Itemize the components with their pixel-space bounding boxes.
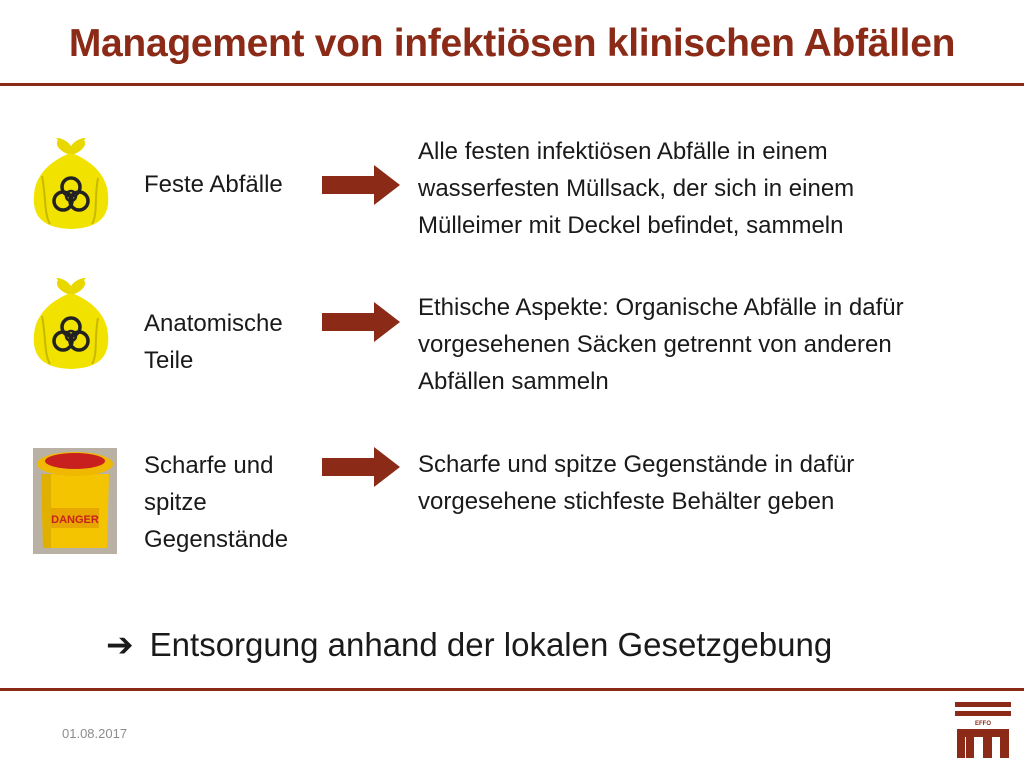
- description-line: vorgesehenen Säcken getrennt von anderen: [418, 331, 892, 358]
- label-line: Feste Abfälle: [144, 171, 283, 198]
- row-description-anatomische-teile: [418, 289, 1018, 400]
- biohazard-bag-icon: [28, 136, 114, 232]
- sharps-container-icon: [33, 448, 117, 554]
- arrow-right-icon: [322, 447, 402, 487]
- row-description-feste-abfaelle: [418, 133, 1018, 244]
- label-line: Teile: [144, 347, 194, 374]
- row-label-anatomische-teile: [144, 305, 283, 379]
- arrow-right-icon: [322, 302, 402, 342]
- svg-text:DANGER: DANGER: [51, 514, 99, 526]
- description-line: Ethische Aspekte: Organische Abfälle in dafür: [418, 294, 904, 321]
- description-line: Abfällen sammeln: [418, 368, 609, 395]
- label-line: Scharfe und: [144, 452, 274, 479]
- footer-divider: [0, 688, 1024, 691]
- description-line: Mülleimer mit Deckel befindet, sammeln: [418, 212, 844, 239]
- slide-title: Management von infektiösen klinischen Abfällen: [68, 22, 956, 65]
- conclusion: [106, 621, 832, 669]
- description-line: Alle festen infektiösen Abfälle in einem: [418, 138, 828, 165]
- title-divider: [0, 83, 1024, 86]
- arrow-right-icon: ➔: [106, 626, 134, 663]
- description-line: vorgesehene stichfeste Behälter geben: [418, 488, 835, 515]
- row-label-scharfe-gegenstaende: [144, 447, 288, 558]
- label-line: Gegenstände: [144, 526, 289, 553]
- arrow-right-icon: [322, 165, 402, 205]
- description-line: wasserfesten Müllsack, der sich in einem: [418, 175, 855, 202]
- footer-date: 01.08.2017: [62, 726, 128, 741]
- row-description-scharfe-gegenstaende: [418, 446, 1018, 520]
- row-label-feste-abfaelle: [144, 166, 283, 203]
- description-line: Scharfe und spitze Gegenstände in dafür: [418, 451, 855, 478]
- conclusion-text: Entsorgung anhand der lokalen Gesetzgebung: [149, 626, 833, 663]
- svg-text:EFFO: EFFO: [975, 721, 991, 727]
- biohazard-bag-icon: [28, 276, 114, 372]
- effo-logo: [955, 702, 1011, 758]
- label-line: spitze: [144, 489, 207, 516]
- label-line: Anatomische: [144, 310, 283, 337]
